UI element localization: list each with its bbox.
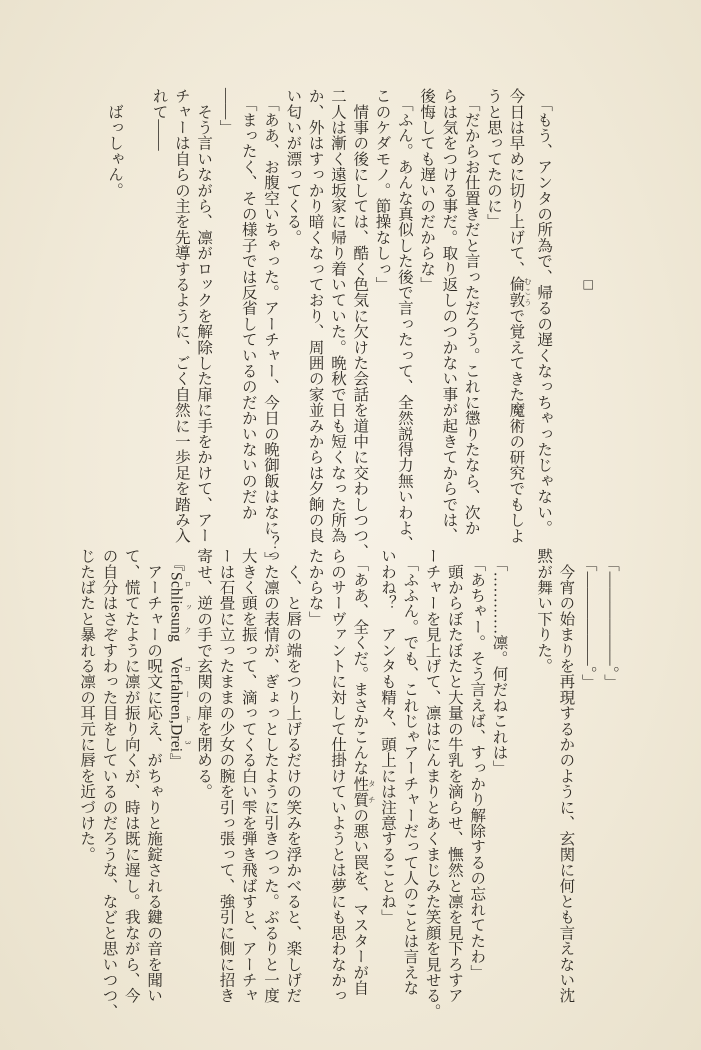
text-column: らのサーヴァントに対して仕掛けていようとは夢にも思わなかっ bbox=[328, 548, 346, 1004]
text-column: じたばたと暴れる凛の耳元に唇を近づけた。 bbox=[78, 548, 96, 862]
text-column: 大きく頭を振って、滴ってくる白い雫を弾き飛ばすと、アーチャ bbox=[239, 548, 257, 1004]
text-column: 「ああ、お腹空いちゃった。アーチャー、今日の晩御飯はなに？」 bbox=[262, 88, 280, 567]
text-column: ーチャーを見上げて、凛はにんまりとあくまじみた笑顔を見せる。 bbox=[423, 548, 441, 1019]
text-column: 情事の後にしては、酷く色気に欠けた会話を道中に交わしつつ、 bbox=[351, 88, 369, 559]
text-column: たからな」 bbox=[306, 548, 324, 627]
text-column: く、と唇の端をつり上げるだけの笑みを浮かべると、楽しげだ bbox=[284, 548, 302, 1004]
text-column: 寄せ、逆の手で玄関の扉を閉める。 bbox=[195, 548, 213, 800]
text-column: か、外はすっかり暗くなっており、周囲の家並みからは夕餉の良 bbox=[306, 88, 324, 544]
text-column bbox=[510, 548, 532, 1026]
text-column: 今宵の始まりを再現するかのように、玄関に何とも言えない沈 bbox=[557, 548, 575, 1004]
text-column: チャーは自らの主を先導するように、ごく自然に一歩足を踏み入 bbox=[172, 88, 190, 544]
text-column: て、慌てたように凛が振り向くが、時は既に遅し。我ながら、今 bbox=[122, 548, 140, 1004]
text-column: った凛の表情が、ぎょっとしたように引きつった。ぶるりと一度 bbox=[262, 548, 280, 1004]
text-column: 「ふふん。でも、これじゃアーチャーだって人のことは言えな bbox=[401, 548, 419, 996]
text-column: ーは石畳に立ったままの少女の腕を引っ張って、強引に側に招き bbox=[217, 548, 235, 1004]
section-break-marker: □ bbox=[579, 88, 597, 294]
text-column: れて―― bbox=[150, 88, 168, 151]
text-column: ――」 bbox=[217, 88, 235, 136]
text-column bbox=[125, 88, 147, 550]
text-column: 「だからお仕置きだと言っただろう。これに懲りたなら、次か bbox=[462, 88, 480, 536]
text-column: 二人は漸く遠坂家に帰り着いていた。晩秋で日も短くなった所為 bbox=[328, 88, 346, 544]
text-column: 『Schliesung ロック Verfahren,Drei コード3』 bbox=[167, 548, 193, 769]
text-column: 後悔しても遅いのだからな」 bbox=[418, 88, 436, 293]
text-column: 「…………凛。何だねこれは」 bbox=[490, 548, 508, 776]
text-column: 「まったく、その様子では反省しているのだかいないのだか bbox=[239, 88, 257, 520]
text-band-bottom bbox=[75, 548, 621, 1026]
text-column: 今日は早めに切り上げて、倫敦 むこうで覚えてきた魔術の研究でもしよ bbox=[507, 88, 533, 544]
text-column: うと思ってたのに」 bbox=[485, 88, 503, 230]
text-column: 「――――――。」 bbox=[579, 548, 597, 690]
text-column: ばっしゃん。 bbox=[105, 88, 123, 198]
text-column: らは気をつける事だ。取り返しのつかない事が起きてからでは、 bbox=[440, 88, 458, 544]
text-band-top bbox=[103, 88, 621, 567]
text-column bbox=[599, 88, 621, 550]
text-column: 「ああ、全くだ。まさかこんな性質 タチの悪い罠を、マスターが自 bbox=[351, 548, 377, 996]
text-column: アーチャーの呪文に応え、がちゃりと施錠される鍵の音を聞い bbox=[145, 548, 163, 1004]
text-column: 頭からぼたぼたと大量の牛乳を滴らせ、憮然と凛を見下ろすア bbox=[445, 548, 463, 1004]
text-column: 「ふん。あんな真似した後で言ったって、全然説得力無いわよ、 bbox=[395, 88, 413, 552]
text-column: いわね？ アンタも精々、頭上には注意することね」 bbox=[379, 548, 397, 925]
text-column bbox=[554, 88, 576, 550]
text-column: 「――――――。」 bbox=[602, 548, 619, 690]
text-column: の自分はさぞすわった目をしているのだろうな、などと思いつつ、 bbox=[100, 548, 118, 1019]
text-column: 「もう、アンタの所為で、帰るの遅くなっちゃったじゃない。 bbox=[535, 88, 553, 536]
text-column: このケダモノ。節操なしっ」 bbox=[373, 88, 391, 293]
text-column: そう言いながら、凛がロックを解除した扉に手をかけて、アー bbox=[195, 88, 213, 544]
text-column: 黙が舞い下りた。 bbox=[535, 548, 553, 674]
text-column: い匂いが漂ってくる。 bbox=[284, 88, 302, 245]
text-column: 「あちゃー。そう言えば、すっかり解除するの忘れてたわ」 bbox=[468, 548, 486, 980]
